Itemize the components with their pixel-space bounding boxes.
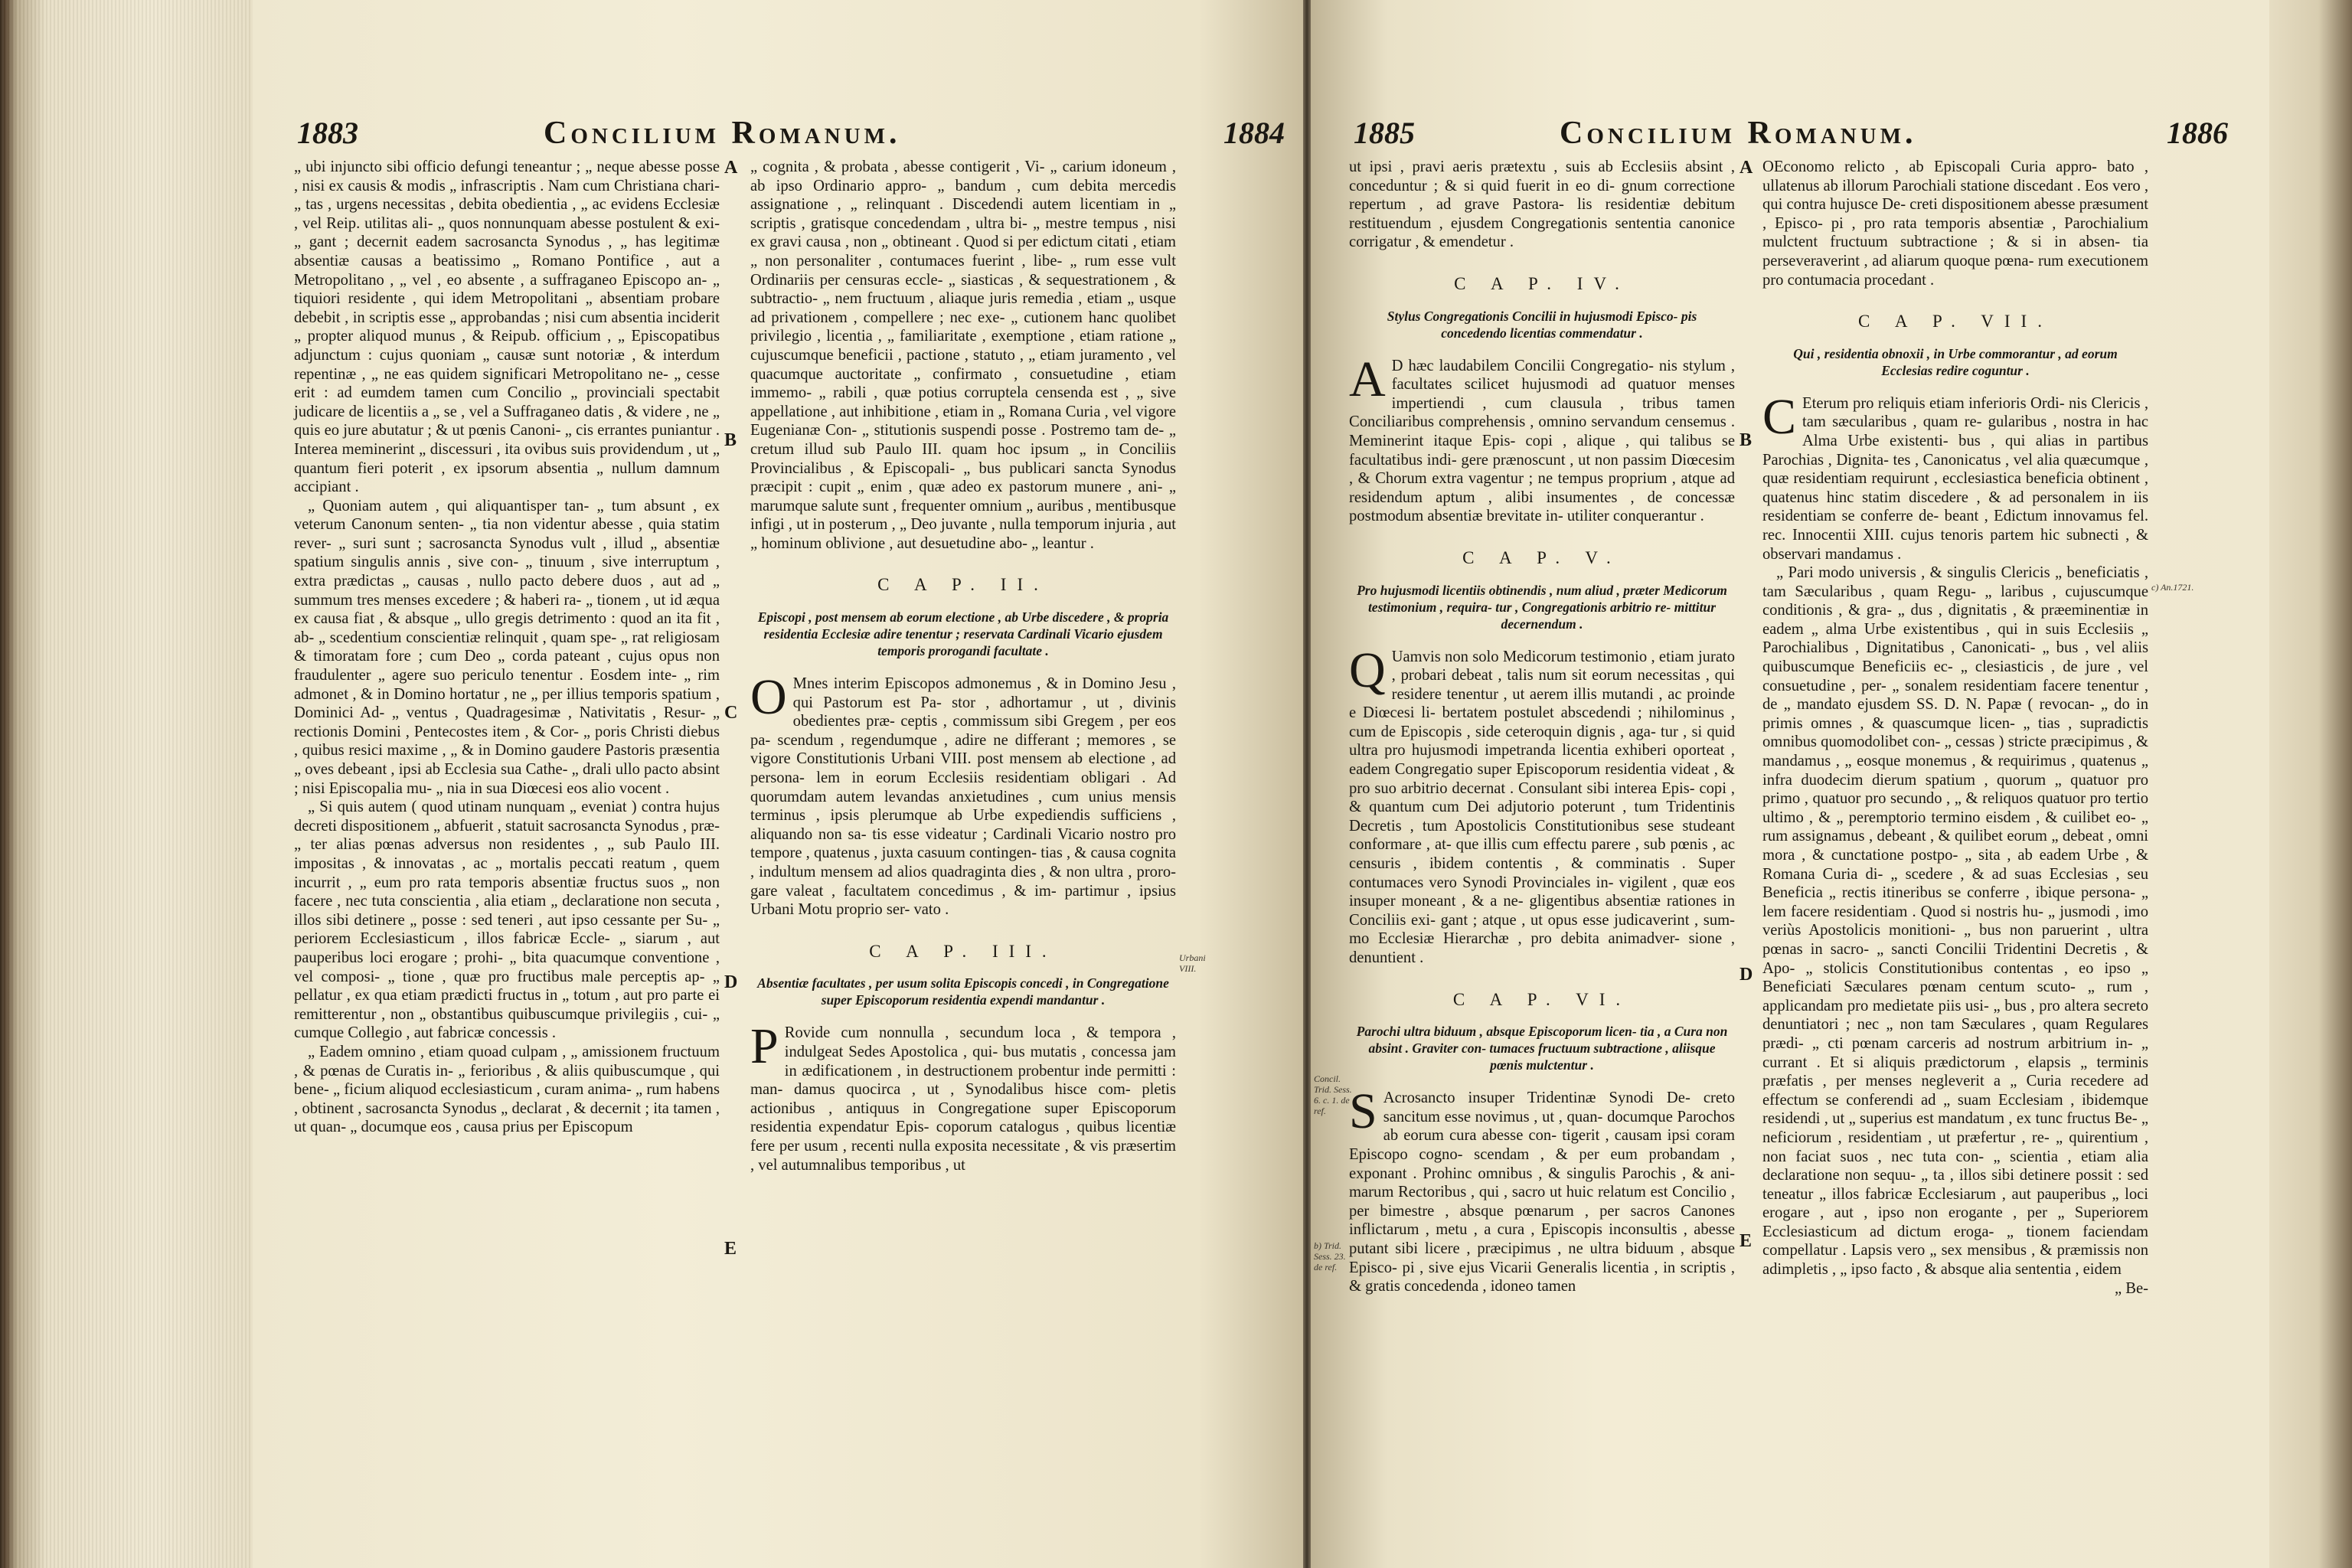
page-number: 1885	[1354, 116, 1415, 150]
paragraph: Mnes interim Episcopos admonemus , & in Domino Jesu , qui Pastorum est Pa- stor , adhortamur , ut , divinis obedientes præ- ceptis , commissum sibi Gregem , per eos pa- scendum , regendumque , adire ne differant ; memores , se vigore Constitutionis Urbani VIII. post mensem ab electione , ad persona- lem in eorum Ecclesiis residentiam obligari . Ad quorumdam autem levandas anxietudines , cum unius mensis terminus , ipsis plerumque ab Urbe expediendis sufficiens , aliquando non sa- tis esse videatur ; Cardinali Vicario nostro pro tempore , quatenus , juxta casuum contingen- tias , & causa cognita , indultum mensem ad alios quadraginta dies , & non ultra , proro- gare valeat , facultatem concedimus , & im- partimur , ipsius Urbani Motu proprio ser- vato .	[750, 675, 1176, 919]
page-number: 1886	[2167, 116, 2228, 150]
margin-note: c) An.1721.	[2151, 582, 2194, 593]
paragraph: „ Si quis autem ( quod utinam nunquam „ eveniat ) contra hujus decreti dispositionem „ abfuerit , statuit sacrosancta Synodus , præ- „ ter alias pœnas adversus non residentes , „ sub Paulo III. impositas , & innovatas , ac „ mortalis peccati reatum , quem incurrit , „ eum pro rata temporis absentiæ fructus suos „ non facere , nec tuta conscientia , alia etiam „ declaratione non secuta , illos sibi detinere „ posse : sed teneri , aut ipso cessante per Su- „ periorem Ecclesiasticum , illos fabricæ Eccle- „ siarum , aut pauperibus loci erogare ; prohi- „ bita quacumque conventione , vel composi- „ tione , quæ pro fructibus male perceptis ap- „ pellatur , ex qua etiam prædicti fructus in „ totum , aut pro parte ei remitterentur , non „ obstantibus quibuscumque privilegiis , cui- „ cumque Collegio , aut fabricæ concessis .	[294, 799, 720, 1042]
section-letter-d: D	[724, 972, 738, 992]
chapter-heading: C A P. VII.	[1858, 312, 2053, 332]
page-number: 1883	[297, 116, 358, 150]
section-letter-b: B	[724, 430, 737, 450]
margin-note: Urbani VIII.	[1179, 952, 1206, 974]
book-page-edges-right	[2268, 0, 2352, 1568]
chapter-subtitle: Stylus Congregationis Concilii in hujusmodi Episco- pis concedendo licentias commendatur .	[1387, 308, 1697, 341]
catchword: „ Be-	[2114, 1279, 2148, 1297]
chapter-heading: C A P. VI.	[1452, 989, 1632, 1009]
section-letter-a: A	[724, 158, 738, 178]
left-page-header	[253, 115, 1303, 161]
paragraph: Acrosancto insuper Tridentinæ Synodi De- creto sancitum esse novimus , ut , quan- documque Parochos ab eorum cura abesse con- tigerit , causam ipsi coram Episcopo cogno- scendam , & per eum probandam , exponant . Prohinc omnibus , & singulis Parochis , & ani- marum Rectoribus , qui , sacro ut huic relatum est Concilio , per bimestre , absque pœnarum , per sacros Canones inflictarum , metu , a cura , Episcopis inconsultis , abesse putant sibi licere , præcipimus , ne ultra biduum , absque Episco- pi , sive ejus Vicarii Generalis licentia , in scriptis , & gratis concedenda , idoneo tamen	[1349, 1089, 1735, 1295]
chapter-subtitle: Pro hujusmodi licentiis obtinendis , num aliud , præter Medicorum testimonium , requira- tur , Congregationis arbitrio re- mittitur decernendum .	[1357, 582, 1727, 632]
left-page-column-1	[294, 158, 720, 1137]
chapter-heading: C A P. III.	[869, 941, 1057, 961]
section-letter-e: E	[1740, 1231, 1753, 1251]
paragraph: Eterum pro reliquis etiam inferioris Ordi- nis Clericis , tam sæcularibus , quam re- gularibus , nostra in hac Alma Urbe existenti- bus , qui alias in partibus Parochias , Dignita- tes , Canonicatus , vel alia quæcumque , quæ residentiam requirunt , ecclesiastica beneficia obtinent , quatenus hinc statim discedere , & ad personalem in iis residentiam se conferre de- beant , Edictum innovamus fel. rec. Innocentii XIII. cujus tenoris partem hic subnecti , & observari mandamus .	[1762, 394, 2148, 563]
drop-cap: Q	[1349, 642, 1386, 698]
chapter-subtitle: Absentiæ facultates , per usum solita Episcopis concedi , in Congregatione super Episcoporum residentia expendi mandantur .	[757, 975, 1169, 1008]
left-page	[253, 0, 1303, 1568]
drop-cap: C	[1762, 388, 1797, 445]
paragraph: „ Eadem omnino , etiam quoad culpam , „ amissionem fructuum , & pœnas de Curatis in- „ ferioribus , & aliis quibuscumque , qui bene- „ ficium aliquod ecclesiasticum , curam anima- „ rum habens , obtinent , sacrosancta Synodus „ declarat , & decernit ; ita tamen , ut quan- „ documque eos , causa prius per Episcopum	[294, 1043, 720, 1136]
margin-note: b) Trid. Sess. 23. de ref.	[1314, 1240, 1346, 1272]
chapter-subtitle: Episcopi , post mensem ab eorum electione , ab Urbe discedere , & propria residentia Ecclesiæ adire tenentur ; reservata Cardinali Vicario ejusdem temporis prorogandi facultate .	[757, 609, 1169, 659]
margin-note: Concil. Trid. Sess. 6. c. 1. de ref.	[1314, 1073, 1352, 1116]
paragraph: Rovide cum nonnulla , secundum loca , & tempora , indulgeat Sedes Apostolica , qui- bus mutatis , concessa jam in ædificationem , in destructionem probentur inde permitti : man- damus quocirca , ut , Synodalibus hisce com- pletis actionibus , antiquus in Congregatione super Episcoporum residentia expendatur Epis- coporum catalogus , quibus licentiæ fere per usum , recenti nulla exposita necessitate , & vis præsertim , vel autumnalibus temporibus , ut	[750, 1024, 1176, 1174]
chapter-subtitle: Parochi ultra biduum , absque Episcoporum licen- tia , a Cura non absint . Graviter con- tumaces fructuum subtractione , aliisque pœnis mulctentur .	[1356, 1024, 1728, 1073]
paragraph: „ cognita , & probata , abesse contigerit , Vi- „ carium idoneum , ab ipso Ordinario appro- „ bandum , cum debita mercedis assignatione , „ relinquant . Discedendi autem licentiam in „ scriptis , gratisque concedendam , ultra bi- „ mestre tempus , nisi ex gravi causa , non „ obtineant . Quod si per edictum citati , etiam „ non personaliter , contumaces fuerint , libe- „ rum esse vult Ordinariis per censuras eccle- „ siasticas , & sequestrationem , & subtractio- „ nem fructuum , aliaque juris remedia , etiam „ usque ad privationem , compellere ; nec exe- „ cutionem hanc quolibet privilegio , licentia , „ familiaritate , exemptione , etiam ratione „ cujuscumque beneficii , pactione , statuto , „ etiam juramento , vel quacumque auctoritate „ confirmato , consuetudine , etiam immemo- „ rabili , quæ potius corruptela censenda est , „ sive appellatione , aut inhibitione , etiam in „ Romana Curia , vel vigore Eugenianæ Con- „ stitutionis suspendi posse . Postremo tam de- „ cretum illud sub Paulo III. quam hoc ipsum „ in Conciliis Provincialibus , & Episcopali- „ bus publicari sancta Synodus præcipit : cupit „ enim , quæ adeo ex pastorum munere , ani- „ marumque salute sunt , frequenter omnium „ auribus , mentibusque infigi , ut in posterum , „ Deo juvante , nulla temporum injuria , aut „ hominum oblivione , aut desuetudine abo- „ leantur .	[750, 158, 1176, 552]
section-letter-b: B	[1740, 430, 1753, 450]
right-page-column-1	[1349, 158, 1735, 1296]
paragraph: Uamvis non solo Medicorum testimonio , etiam jurato , probari debeat , talis num sit eorum necessitas , qui residere tenentur , ut aerem illis mutandi , ac proinde e Diœcesi li- bertatem postulet abscedendi ; nihilominus , cum de Episcopis , side ceteroquin dignis , aga- tur , si quid ultra pro hujusmodi impetranda licentia exhiberi oporteat , eadem Congregatio super Episcoporum residentia videat , & pro suo arbitrio decernat . Consulant sibi interea Epis- copi , & quantum cum Dei adjutorio poterunt , tum Tridentinis Decretis , tum Apostolicis Constitutionibus sese studeant conformare , at- que illis cum effectu parere , sub pœnis , ac censuris , ibidem contentis , & comminatis . Super contumaces vero Synodi Provinciales in- vigilent , quæ eos insuper moneant , & a ne- gligentibus absentiæ rationes in Conciliis exi- gant ; atque , ut opus esse judicaverint , sum- mo Ecclesiæ Hierarchæ , pro debita animadver- sione , denuntient .	[1349, 648, 1735, 966]
chapter-subtitle: Qui , residentia obnoxii , in Urbe commorantur , ad eorum Ecclesias redire coguntur .	[1793, 345, 2118, 378]
drop-cap: A	[1349, 351, 1386, 407]
paragraph: „ Quoniam autem , qui aliquantisper tan- „ tum absunt , ex veterum Canonum senten- „ tia non videntur abesse , quia statim rever- „ suri sunt ; sacrosancta Synodus vult , illud „ absentiæ spatium singulis annis , sive con- „ tinuum , sive interruptum , extra prædictas „ causas , nullo pacto debere duos , aut ad „ summum tres menses excedere ; & haberi ra- „ tionem , ut id æqua ex causa fiat , & absque „ ullo gregis detrimento : quod an ita fit , ab- „ scedentium conscientiæ relinquit , quam spe- „ rat religiosam & timoratam fore ; cum Deo „ corda pateant , cujus opus non fraudulenter „ agere suo periculo tenentur . Eosdem inte- „ rim admonet , & in Domino hortatur , ne „ per illius temporis spatium , Dominici Ad- „ ventus , Quadragesimæ , Nativitatis , Resur- „ rectionis Domini , Pentecostes item , & Cor- „ poris Christi diebus , quibus resici maxime , „ & in Domino gaudere Pastoris præsentia „ oves debeant , ipsi ab Ecclesia sua Cathe- „ drali ullo pacto absint ; nisi Episcopalia mu- „ nia in sua Diœcesi eos alio vocent .	[294, 497, 720, 797]
right-page-column-2	[1762, 158, 2148, 1298]
drop-cap: S	[1349, 1083, 1377, 1140]
right-page-header	[1311, 115, 2269, 161]
page-number: 1884	[1223, 116, 1285, 150]
paragraph: ut ipsi , pravi aeris prætextu , suis ab Ecclesiis absint , conceduntur ; & si quid fuerit in eo di- gnum correctione repertum , ad grave Pastora- lis residentiæ debitum restituendum , ejusdem Congregationis sententia canonice corrigatur , & emendetur .	[1349, 158, 1735, 251]
drop-cap: O	[750, 669, 787, 726]
section-letter-a: A	[1740, 158, 1753, 178]
running-title: Concilium Romanum.	[1560, 116, 1917, 151]
paragraph: D hæc laudabilem Concilii Congregatio- nis stylum , facultates scilicet hujusmodi ad quatuor menses impertiendi , cum clausula , tribus tamen Conciliaribus comprehensis , omnino servandum censemus . Meminerint itaque Epis- copi , alique , qui talibus se facultatibus indi- gere prænoscunt , ut non passim Diœcesim , & Chorum extra vagentur ; ne tempus proprium , atque ad residendum aptum , alibi insumentes , de concessæ postmodum absentiæ brevitate in- utiliter conquerantur .	[1349, 357, 1735, 525]
chapter-heading: C A P. V.	[1462, 547, 1622, 567]
section-letter-c: C	[724, 703, 738, 723]
paragraph: „ Pari modo universis , & singulis Clericis „ beneficiatis , tam Sæcularibus , quam Regu- „ laribus , cujuscumque conditionis , & gra- „ dus , dignitatis , & præeminentiæ in eadem „ alma Urbe existentibus , qui in suis Ecclesiis „ Parochialibus , Dignitatibus , Canonicati- „ bus , vel aliis quibuscumque Beneficiis ec- „ clesiasticis , de jure , vel consuetudine , per- „ sonalem residentiam facere tenentur , de „ mandato ejusdem SS. D. N. Papæ ( revocan- „ do in primis omnes , & quascumque licen- „ tias , supradictis omnibus quomodolibet con- „ cessas ) stricte præcipimus , & mandamus , „ eosque monemus , & requirimus , quatenus „ infra duodecim dierum spatium , quorum „ quatuor pro primo , quatuor pro secundo , „ & reliquos quatuor pro tertio ultimo , & „ peremptorio termino eisdem , & cuilibet eo- „ rum assignamus , debeant , & quilibet eorum „ debeat , omni mora , & cunctatione postpo- „ sita , ab eadem Urbe , & Romana Curia di- „ scedere , & ad suas Ecclesias , seu Beneficia „ rectis itineribus se conferre , ibique persona- „ lem facere residentiam . Quod si nostris hu- „ jusmodi , imo veriùs Apostolicis monitioni- „ bus non paruerint , ultra pœnas in sacro- „ sancti Concilii Tridentini Decretis , & Apo- „ stolicis Constitutionibus contentas , eo ipso „ Beneficiati Sæculares pœnam centum scuto- „ rum , applicandam pro medietate piis usi- „ bus , pro altera secreto denuntiatori ; nec „ non tam Sæculares , quam Regulares prædi- „ cti pœnam carceris ad nostrum arbitrium in- „ currant . Et si aliquis prædictorum , elapsis „ terminis præfatis , per menses negleverit a „ Curia recedere ad effectum se conferendi ad „ suam Ecclesiam , ibidemque residendi , ut „ superius est mandatum , ex tunc fructus Be- „ neficiorum , residentiam , ut præfertur , re- „ quirentium , non faciat suos , nec tuta con- „ scientia , etiam alia declaratione non sequu- „ ta , illos sibi detinere possit : sed teneatur „ illos fabricæ Ecclesiarum , aut pauperibus „ loci erogare , aut , ipso non erogante , per „ Superiorem Ecclesiasticum ad dictum eroga- „ tionem faciendam compellatur . Lapsis vero „ sex mensibus , & præmissis non adimpletis , „ ipso facto , & absque alia sententia , eidem	[1762, 564, 2148, 1279]
paragraph: OEconomo relicto , ab Episcopali Curia appro- bato , ullatenus ab illorum Parochiali statione discedant . Eos vero , qui contra hujusce De- creti dispositionem abesse præsument , Episco- pi , pro rata temporis absentiæ , Parochialium mulctent fructuum subtractione ; & si in absen- tia perseveraverint , ad aliarum quoque pœna- rum executionem pro contumacia procedant .	[1762, 158, 2148, 289]
running-title: Concilium Romanum.	[544, 116, 901, 151]
drop-cap: P	[750, 1018, 779, 1075]
right-page	[1311, 0, 2269, 1568]
chapter-heading: C A P. II.	[877, 575, 1049, 595]
left-page-column-2	[750, 158, 1176, 1174]
section-letter-e: E	[724, 1239, 737, 1259]
chapter-heading: C A P. IV.	[1454, 273, 1630, 293]
paragraph: „ ubi injuncto sibi officio defungi teneantur ; „ neque abesse posse , nisi ex causis & modis „ infrascriptis . Nam cum Christiana chari- „ tas , urgens necessitas , debita obedientia , „ ac evidens Ecclesiæ , vel Reip. utilitas ali- „ quos nonnunquam abesse postulent & exi- „ gant ; decernit eadem sacrosancta Synodus , „ has legitimæ absentiæ causas a beatissimo „ Romano Pontifice , aut a Metropolitano , „ vel , eo absente , a suffraganeo Episcopo an- „ tiquiori residente , qui idem Metropolitani „ absentiam probare debebit , in scriptis esse „ approbandas ; nisi cum absentia inciderit „ propter aliquod munus , & Reipub. officium , „ Episcopatibus adjunctum : cujus quoniam „ causæ sunt notoriæ , & interdum repentinæ , „ ne eas quidem significari Metropolitano ne- „ cesse erit : ad eumdem tamen cum Concilio „ provinciali spectabit judicare de licentiis a „ se , vel a Suffraganeo datis , & videre , ne „ quis eo jure abutatur ; & ut pœnis Canoni- „ cis errantes puniantur . Interea meminerint „ discessuri , ita ovibus suis providendum , ut „ quantum fieri poterit , ex ipsorum absentia „ nullum damnum accipiant .	[294, 158, 720, 496]
section-letter-d: D	[1740, 965, 1753, 985]
book-page-edges-left	[0, 0, 253, 1568]
